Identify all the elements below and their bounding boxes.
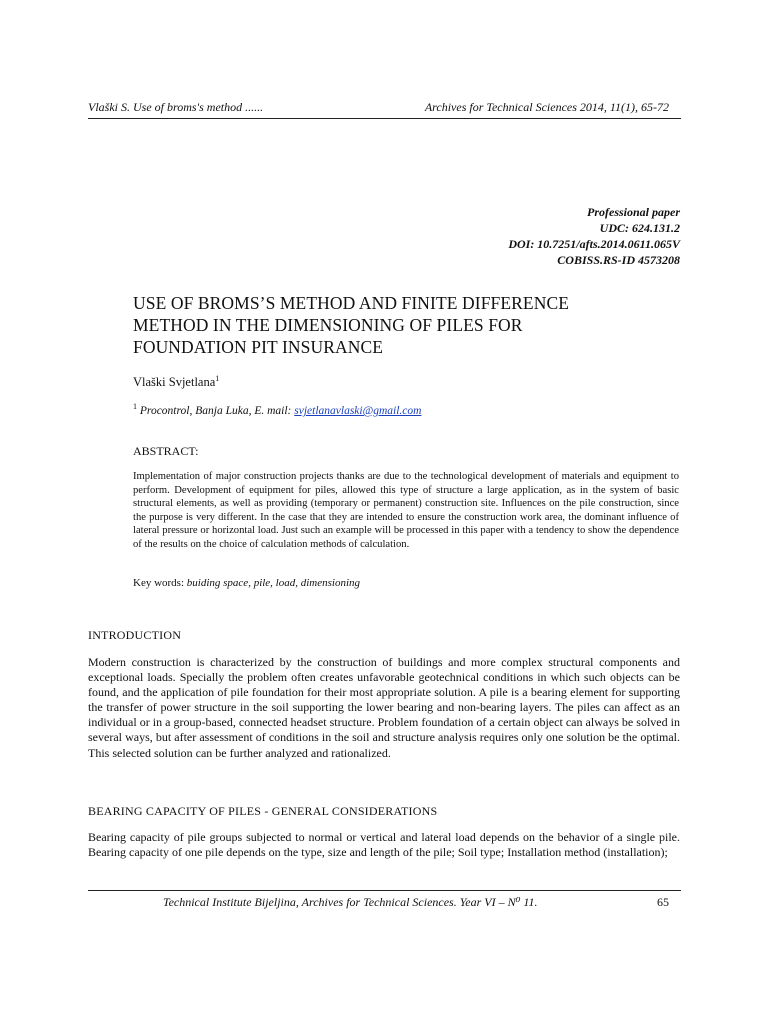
author-email-link[interactable]: svjetlanavlaski@gmail.com bbox=[294, 404, 422, 417]
title-line-3: FOUNDATION PIT INSURANCE bbox=[133, 337, 384, 357]
author-sup: 1 bbox=[215, 374, 220, 383]
author bbox=[133, 374, 219, 390]
paper-type: Professional paper bbox=[587, 205, 680, 219]
title-line-1: USE OF BROMS’S METHOD AND FINITE DIFFERENCE bbox=[133, 293, 570, 313]
keywords bbox=[133, 577, 360, 589]
cobiss-id: COBISS.RS-ID 4573208 bbox=[557, 253, 680, 267]
affiliation-text: Procontrol, Banja Luka, E. mail: bbox=[137, 404, 295, 417]
paper-metadata bbox=[280, 204, 680, 268]
author-name: Vlaški Svjetlana bbox=[133, 375, 216, 390]
running-head bbox=[88, 98, 681, 119]
abstract-heading: ABSTRACT: bbox=[133, 444, 199, 458]
keywords-label: Key words: bbox=[133, 577, 187, 589]
running-head-left: Vlaški S. Use of broms's method ...... bbox=[88, 100, 264, 114]
affiliation bbox=[133, 402, 421, 417]
footer-text: Technical Institute Bijeljina, Archives for Technical Sciences. Year VI – N⁰ 11. bbox=[163, 895, 538, 909]
affiliation-sup: 1 bbox=[133, 402, 137, 411]
running-head-right: Archives for Technical Sciences 2014, 11(1), 65-72 bbox=[424, 100, 669, 114]
introduction-heading: INTRODUCTION bbox=[88, 628, 182, 642]
bearing-capacity-heading: BEARING CAPACITY OF PILES - GENERAL CONSIDERATIONS bbox=[88, 804, 438, 818]
introduction-text: Modern construction is characterized by the construction of buildings and more complex structural components and exceptional loads. Specially the problem often creates unfavorable geotechnical conditions in which such objects can be found, and the application of pile foundation for their most appropriate solution. A pile is a bearing element for supporting the transfer of power structure in the soil supporting the lower bearing and non-bearing layers. The piles can affect as an individual or in a group-based, connected headset structure. Problem foundation of a certain object can always be solved in several ways, but after assessment of conditions in the soil and structure analysis requires only one solution be the optimal. This selected solution can be further analyzed and rationalized. bbox=[88, 655, 680, 760]
title-line-2: METHOD IN THE DIMENSIONING OF PILES FOR bbox=[133, 315, 523, 335]
udc-code: UDC: 624.131.2 bbox=[599, 221, 680, 235]
page-footer bbox=[88, 890, 681, 911]
abstract-text: Implementation of major construction projects thanks are due to the technological development of materials and equipment to perform. Development of equipment for piles, allowed this type of structure a large application, as in the system of basic structural elements, as well as providing (temporary or permanent) construction site. Influences on the pile construction, since the purpose is very different. In the case that they are intended to ensure the construction work area, the dominant influence of lateral pressure or horizontal load. Just such an example will be processed in this paper with a tendency to show the dependence of the results on the choice of calculation methods of calculation. bbox=[133, 471, 679, 550]
paper-title bbox=[133, 292, 653, 358]
keywords-values: buiding space, pile, load, dimensioning bbox=[186, 577, 361, 589]
page-number: 65 bbox=[657, 895, 669, 909]
bearing-capacity-text: Bearing capacity of pile groups subjected to normal or vertical and lateral load depends on the behavior of a single pile. Bearing capacity of one pile depends on the type, size and length of the pile; Soil type; Installation method (installation); bbox=[88, 830, 680, 860]
doi: DOI: 10.7251/afts.2014.0611.065V bbox=[508, 237, 680, 251]
